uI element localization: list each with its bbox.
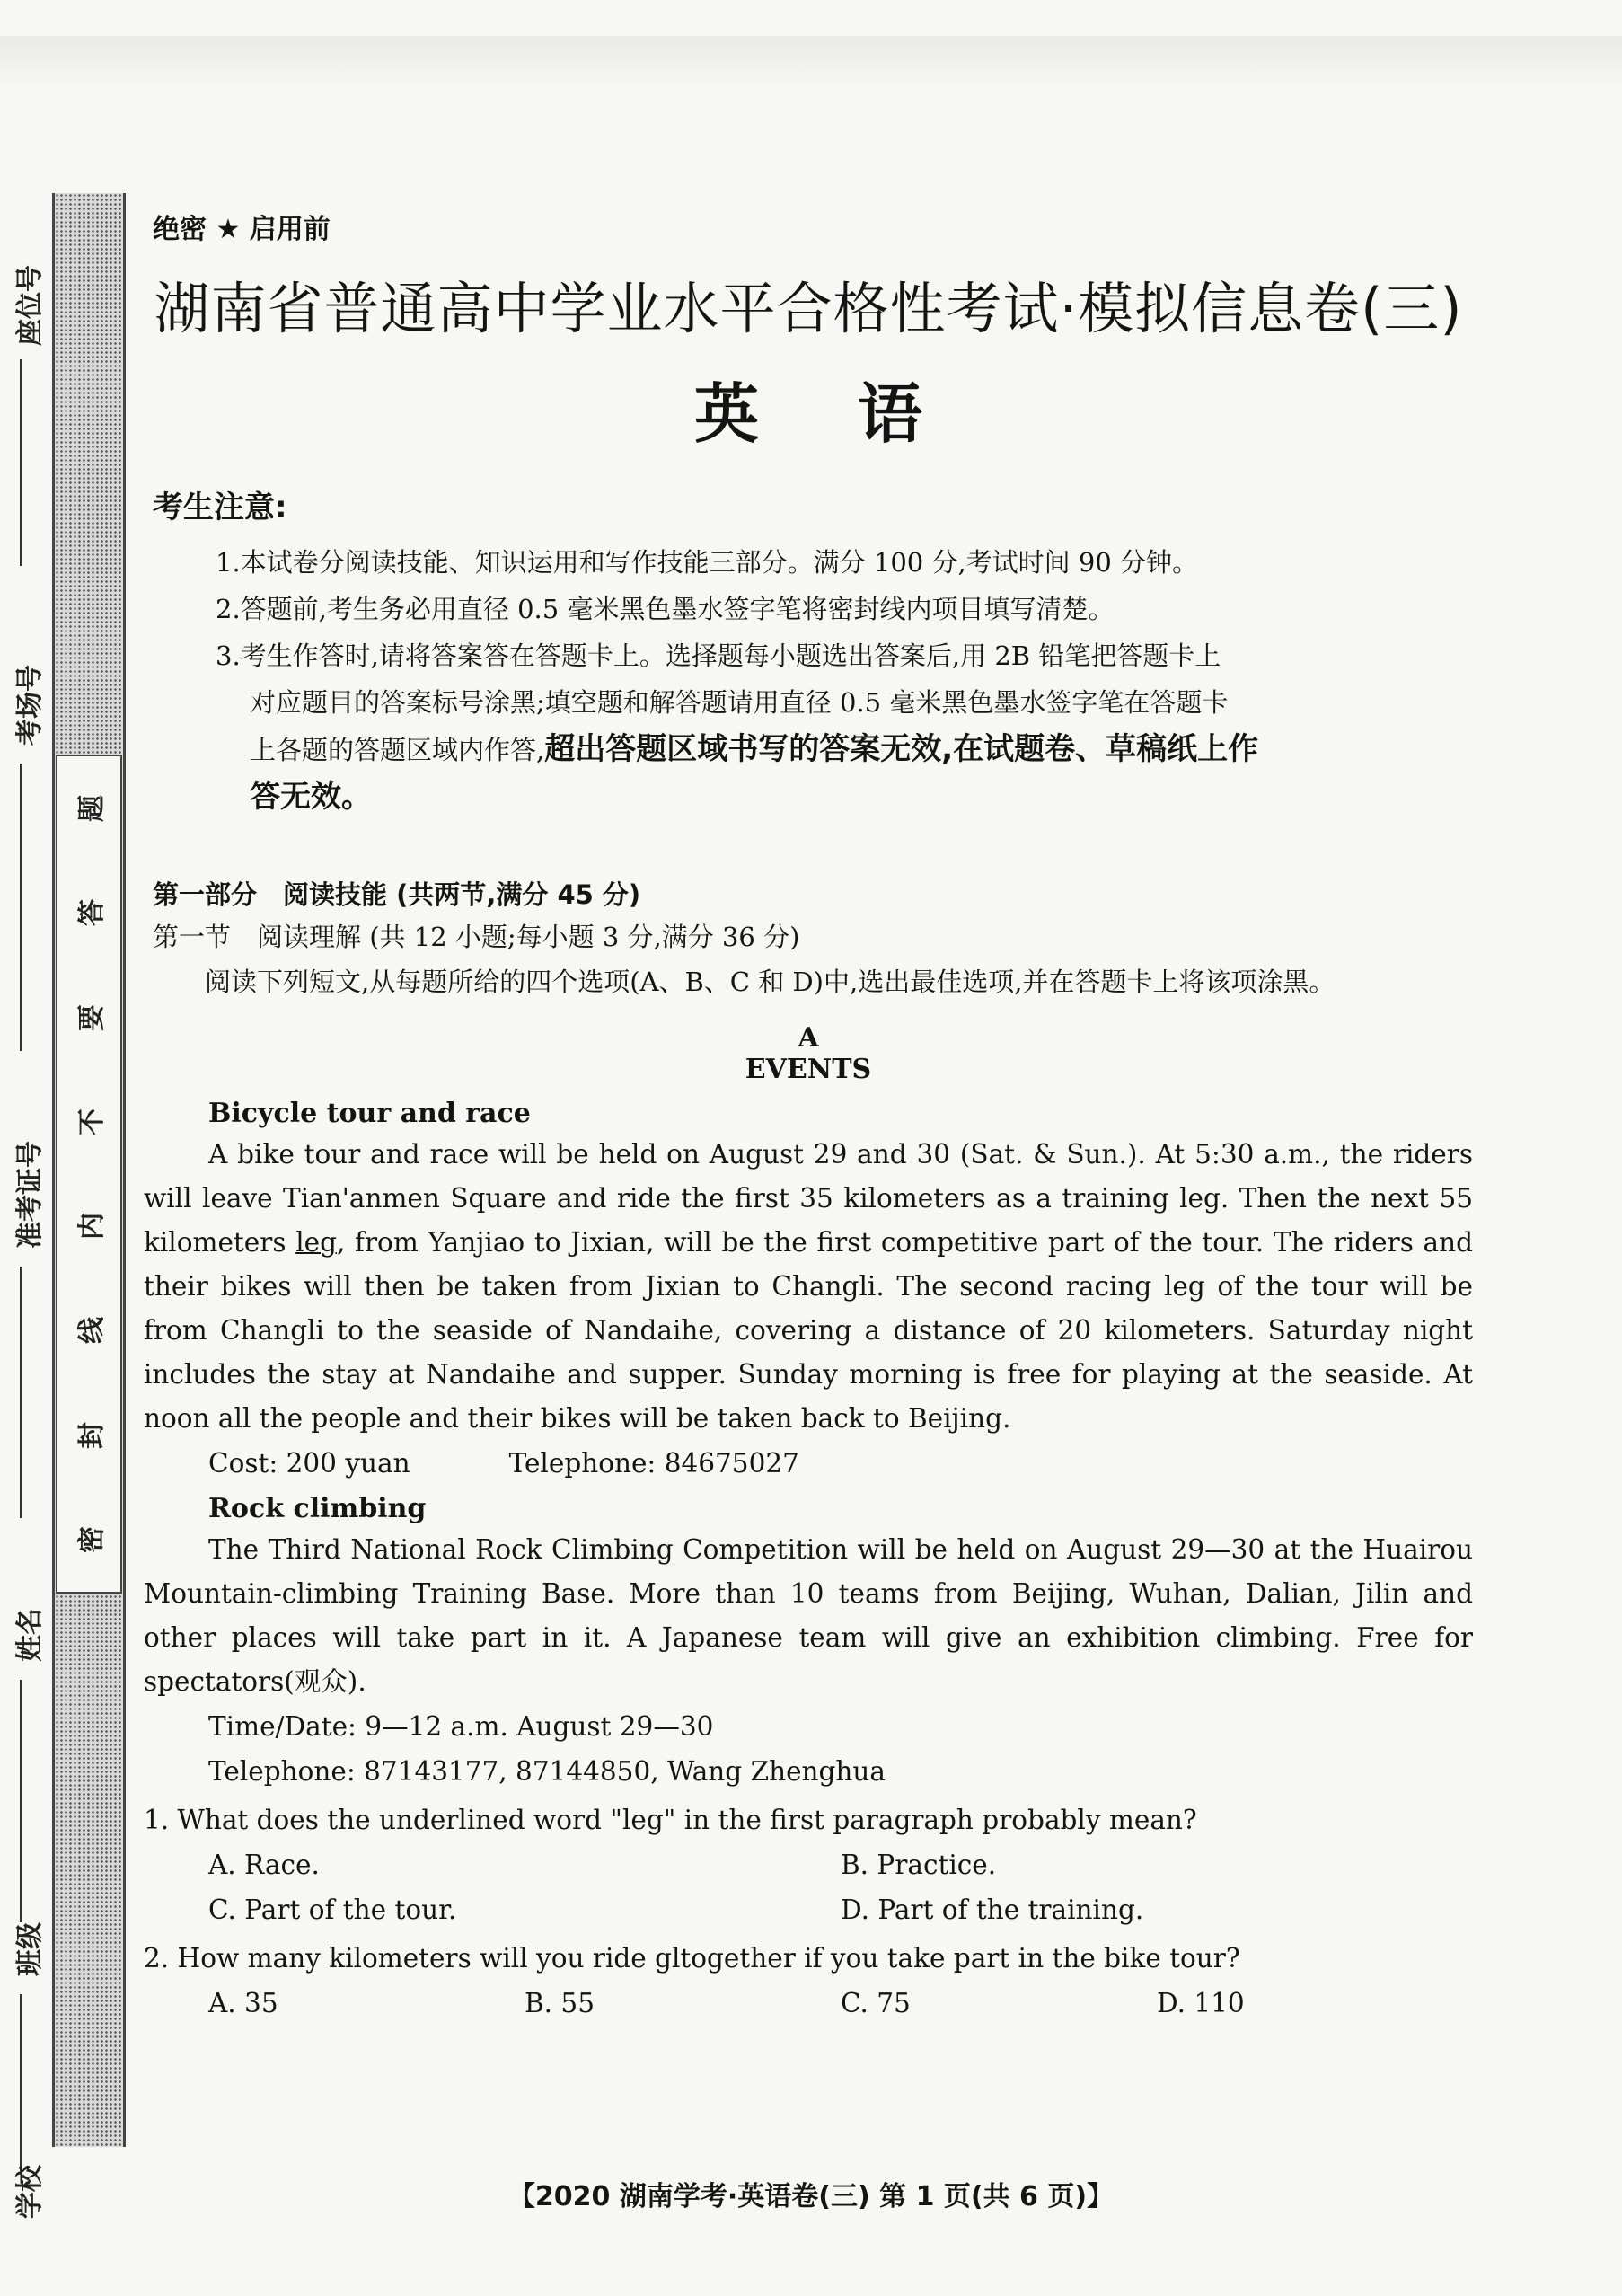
seal-char: 题 [76,795,108,823]
bike-event-paragraph [144,1133,1473,1441]
margin-field-school: 学校 [14,2165,46,2219]
question-options [208,1842,1473,1932]
paragraph-text: , from Yanjiao to Jixian, will be the first competitive part of the tour. The riders and their bikes will then be taken from Jixian to Changli. The second racing leg of the tour will be from Changli to the seaside of Nandaihe, covering a distance of 20 kilometers. Saturday night includes the stay at Nandaihe and supper. Sunday morning is free for playing at the seaside. At noon all the people and their bikes will be taken back to Beijing. [144,1227,1473,1434]
margin-line [20,764,22,1051]
option-d: D. 110 [1157,1988,1245,2018]
rock-event-time: Time/Date: 9—12 a.m. August 29—30 [208,1711,714,1742]
option-a: A. Race. [208,1850,320,1880]
option-c: C. Part of the tour. [208,1894,457,1925]
seal-line-notice [56,755,122,1594]
question-options [208,1981,1473,2026]
underlined-word: leg [295,1227,337,1258]
bike-event-info [208,1441,1473,1486]
option-d: D. Part of the training. [841,1894,1144,1925]
notice-item-continued [216,726,1473,773]
seal-char: 线 [76,1317,108,1345]
notice-emphasis: 答无效。 [250,779,372,815]
margin-line [20,1994,22,2174]
seal-char: 不 [76,1108,108,1135]
page-footer: 【2020 湖南学考·英语卷(三) 第 1 页(共 6 页)】 [507,2181,1115,2212]
margin-line [20,359,22,566]
rock-event-telephone: Telephone: 87143177, 87144850, Wang Zhenghua [208,1756,886,1787]
margin-field-exam-number: 准考证号 [14,1141,46,1249]
question-stem: 2. How many kilometers will you ride gltogether if you take part in the bike tour? [144,1943,1240,1974]
exam-title: 湖南省普通高中学业水平合格性考试·模拟信息卷(三) [154,276,1463,341]
seal-char: 要 [76,1003,108,1031]
section-instruction: 阅读下列短文,从每题所给的四个选项(A、B、C 和 D)中,选出最佳选项,并在答题卡上将该项涂黑。 [205,967,1336,997]
rock-event-paragraph: The Third National Rock Climbing Competition will be held on August 29—30 at the Huairou Mountain-climbing Training Base. More than 10 teams from Beijing, Wuhan, Dalian, Jilin and other places will take part in it. A Japanese team will give an exhibition climbing. Free for spectators(观众). [144,1534,1473,1697]
notice-text: 上各题的答题区域内作答, [250,735,545,765]
seal-char: 内 [76,1213,108,1241]
margin-line [20,1680,22,1922]
seal-char: 封 [76,1421,108,1449]
margin-field-room: 考场号 [14,665,46,746]
cost-text: Cost: 200 yuan [208,1448,410,1479]
notice-item: 2.答题前,考生务必用直径 0.5 毫米黑色墨水签字笔将密封线内项目填写清楚。 [216,594,1115,624]
notice-item-continued [216,773,1473,821]
notice-item-continued: 对应题目的答案标号涂黑;填空题和解答题请用直径 0.5 毫米黑色墨水签字笔在答题卡 [250,687,1229,718]
seal-char: 答 [76,899,108,927]
part-heading: 第一部分 阅读技能 (共两节,满分 45 分) [153,879,641,910]
notice-list [216,539,1473,821]
option-b: B. 55 [525,1988,595,2018]
notice-item: 3.考生作答时,请将答案答在答题卡上。选择题每小题选出答案后,用 2B 铅笔把答题卡上 [216,640,1221,671]
rock-event-title: Rock climbing [208,1493,427,1524]
margin-field-class: 班级 [14,1922,46,1976]
option-a: A. 35 [208,1988,278,2018]
notice-emphasis: 超出答题区域书写的答案无效,在试题卷、草稿纸上作 [544,731,1259,767]
seal-char: 密 [76,1525,108,1553]
margin-line [20,1267,22,1518]
margin-field-seat: 座位号 [14,265,46,346]
question-stem: 1. What does the underlined word "leg" in the first paragraph probably mean? [144,1805,1197,1835]
telephone-text: Telephone: 84675027 [508,1448,799,1479]
margin-field-name: 姓名 [14,1608,46,1662]
option-c: C. 75 [841,1988,911,2018]
option-b: B. Practice. [841,1850,997,1880]
notice-heading: 考生注意: [153,490,287,525]
confidential-mark: 绝密 ★ 启用前 [153,214,331,245]
scan-top-shadow [0,36,1622,90]
bike-event-title: Bicycle tour and race [208,1098,531,1129]
passage-heading: EVENTS [745,1054,872,1085]
section-heading: 第一节 阅读理解 (共 12 小题;每小题 3 分,满分 36 分) [153,922,800,952]
passage-letter: A [798,1022,819,1054]
exam-page-content [144,207,1473,2026]
subject-title: 英语 [693,376,1021,452]
paragraph-text: A bike tour and race will be held on August 29 and 30 (Sat. & Sun.). At 5:30 a.m., the riders will leave Tian'anmen Square and ride the first 35 kilometers as a training leg. Then the next 55 kilometers [144,1139,1473,1258]
notice-item: 1.本试卷分阅读技能、知识运用和写作技能三部分。满分 100 分,考试时间 90 分钟。 [216,547,1199,578]
